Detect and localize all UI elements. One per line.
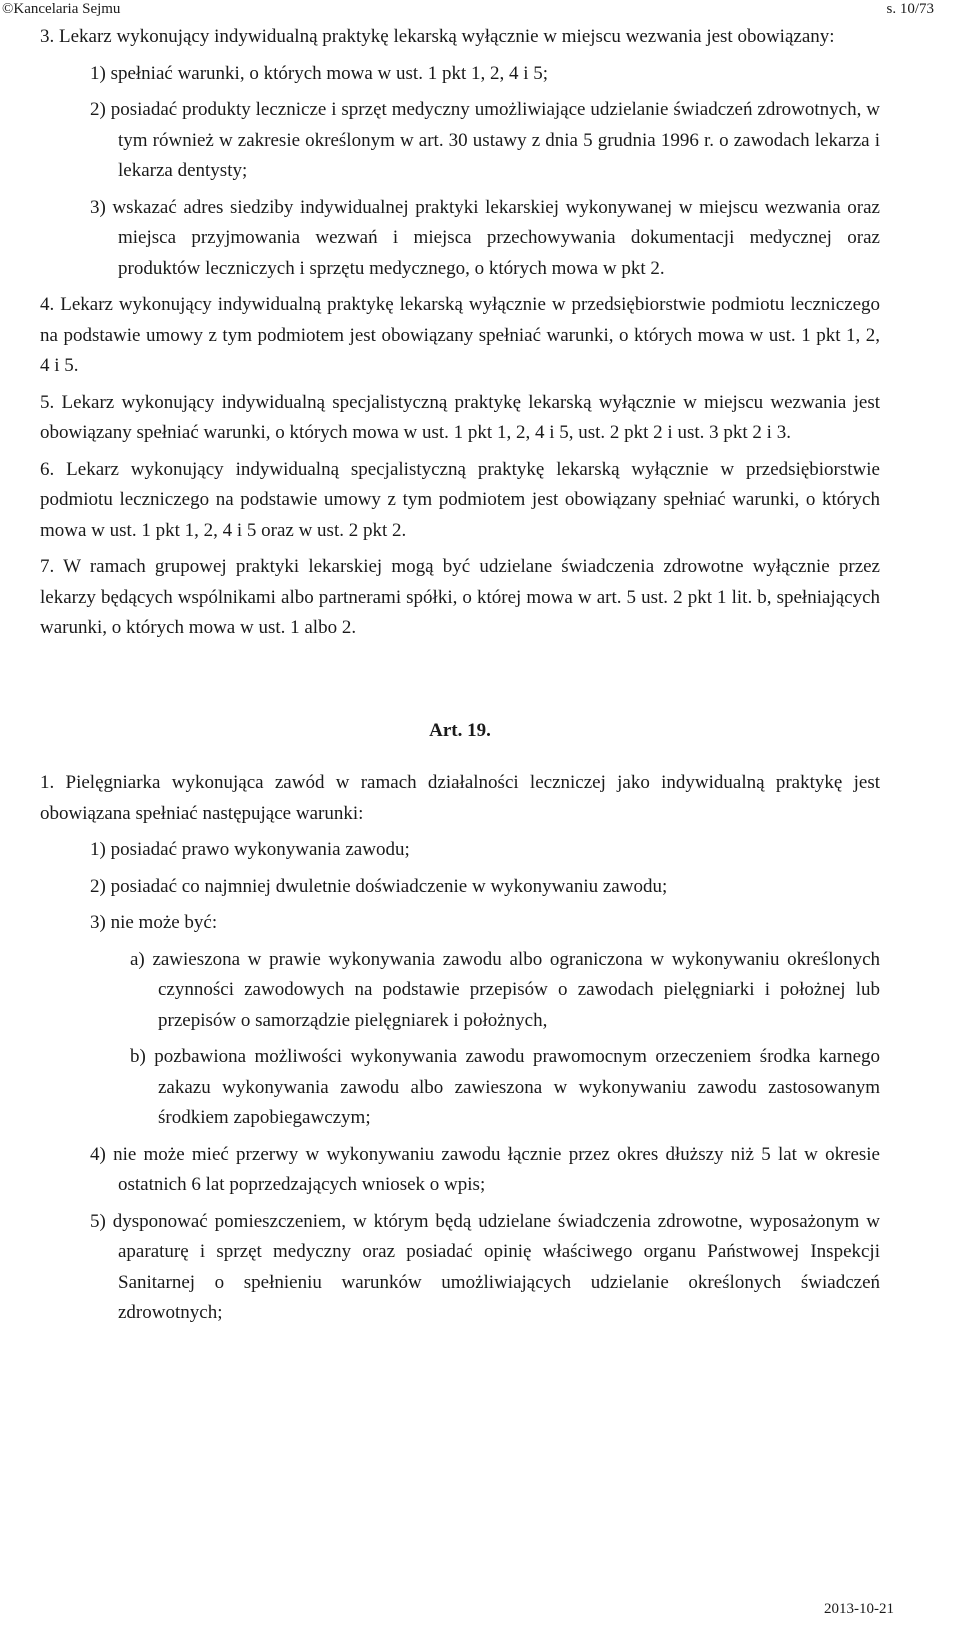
article-19-point-1: 1) posiadać prawo wykonywania zawodu; bbox=[90, 839, 410, 860]
article-19-point-3: 3) nie może być: bbox=[90, 912, 218, 933]
header-page-number: s. 10/73 bbox=[886, 1, 934, 17]
paragraph-5: 5. Lekarz wykonujący indywidualną specjalistyczną praktykę lekarską wyłącznie w miejscu wezwania jest obowiązany spełniać warunki, o których mowa w ust. 1 pkt 1, 2, 4 i 5, ust. 2 pkt 2 i ust. 3 pkt 2 i 3. bbox=[40, 391, 880, 443]
header-copyright: ©Kancelaria Sejmu bbox=[2, 1, 121, 17]
paragraph-4: 4. Lekarz wykonujący indywidualną praktykę lekarską wyłącznie w przedsiębiorstwie podmiotu leczniczego na podstawie umowy z tym podmiotem jest obowiązany spełniać warunki, o których mowa w ust. 1 pkt 1, 2, 4 i 5. bbox=[40, 294, 880, 376]
article-title: Art. 19. bbox=[429, 719, 491, 741]
paragraph-3: 3. Lekarz wykonujący indywidualną praktykę lekarską wyłącznie w miejscu wezwania jest obowiązany: bbox=[40, 26, 835, 47]
paragraph-3-point-1: 1) spełniać warunki, o których mowa w ust. 1 pkt 1, 2, 4 i 5; bbox=[90, 62, 549, 84]
article-19-point-3-letter-b: b) pozbawiona możliwości wykonywania zawodu prawomocnym orzeczeniem środka karnego zakazu wykonywania zawodu albo zawieszona w wykonywaniu zawodu zastosowanym środkiem zapobiegawczym; bbox=[130, 1046, 880, 1128]
paragraph-3-point-3: 3) wskazać adres siedziby indywidualnej praktyki lekarskiej wykonywanej w miejscu wezwania oraz miejsca przyjmowania wezwań i miejsca przechowywania dokumentacji medycznej oraz produktów leczniczych i sprzętu medycznego, o których mowa w pkt 2. bbox=[90, 196, 880, 279]
article-19-point-3-letter-a: a) zawieszona w prawie wykonywania zawodu albo ograniczona w wykonywaniu określonych czynności zawodowych na podstawie przepisów o zawodach pielęgniarki i położnej lub przepisów o samorządzie pielęgniarek i położnych, bbox=[130, 948, 880, 1031]
paragraph-7: 7. W ramach grupowej praktyki lekarskiej mogą być udzielane świadczenia zdrowotne wyłącznie przez lekarzy będących wspólnikami albo partnerami spółki, o której mowa w art. 5 ust. 2 pkt 1 lit. b, spełniających warunki, o których mowa w ust. 1 albo 2. bbox=[40, 556, 880, 638]
document-body bbox=[40, 22, 880, 1335]
paragraph-3-point-2: 2) posiadać produkty lecznicze i sprzęt medyczny umożliwiające udzielanie świadczeń zdrowotnych, w tym również w zakresie określonym w art. 30 ustawy z dnia 5 grudnia 1996 r. o zawodach lekarza i lekarza dentysty; bbox=[90, 99, 880, 181]
article-19-point-2: 2) posiadać co najmniej dwuletnie doświadczenie w wykonywaniu zawodu; bbox=[90, 875, 668, 897]
article-19-paragraph-1: 1. Pielęgniarka wykonująca zawód w ramach działalności leczniczej jako indywidualną praktykę jest obowiązana spełniać następujące warunki: bbox=[40, 772, 880, 824]
paragraph-6: 6. Lekarz wykonujący indywidualną specjalistyczną praktykę lekarską wyłącznie w przedsiębiorstwie podmiotu leczniczego na podstawie umowy z tym podmiotem jest obowiązany spełniać warunki, o których mowa w ust. 1 pkt 1, 2, 4 i 5 oraz w ust. 2 pkt 2. bbox=[40, 458, 880, 541]
footer-date: 2013-10-21 bbox=[824, 1601, 894, 1617]
article-19-point-4: 4) nie może mieć przerwy w wykonywaniu zawodu łącznie przez okres dłuższy niż 5 lat w okresie ostatnich 6 lat poprzedzających wniosek o wpis; bbox=[90, 1143, 880, 1195]
article-19-point-5: 5) dysponować pomieszczeniem, w którym będą udzielane świadczenia zdrowotne, wyposażonym w aparaturę i sprzęt medyczny oraz posiadać opinię właściwego organu Państwowej Inspekcji Sanitarnej o spełnieniu warunków umożliwiających udzielanie określonych świadczeń zdrowotnych; bbox=[90, 1210, 880, 1323]
